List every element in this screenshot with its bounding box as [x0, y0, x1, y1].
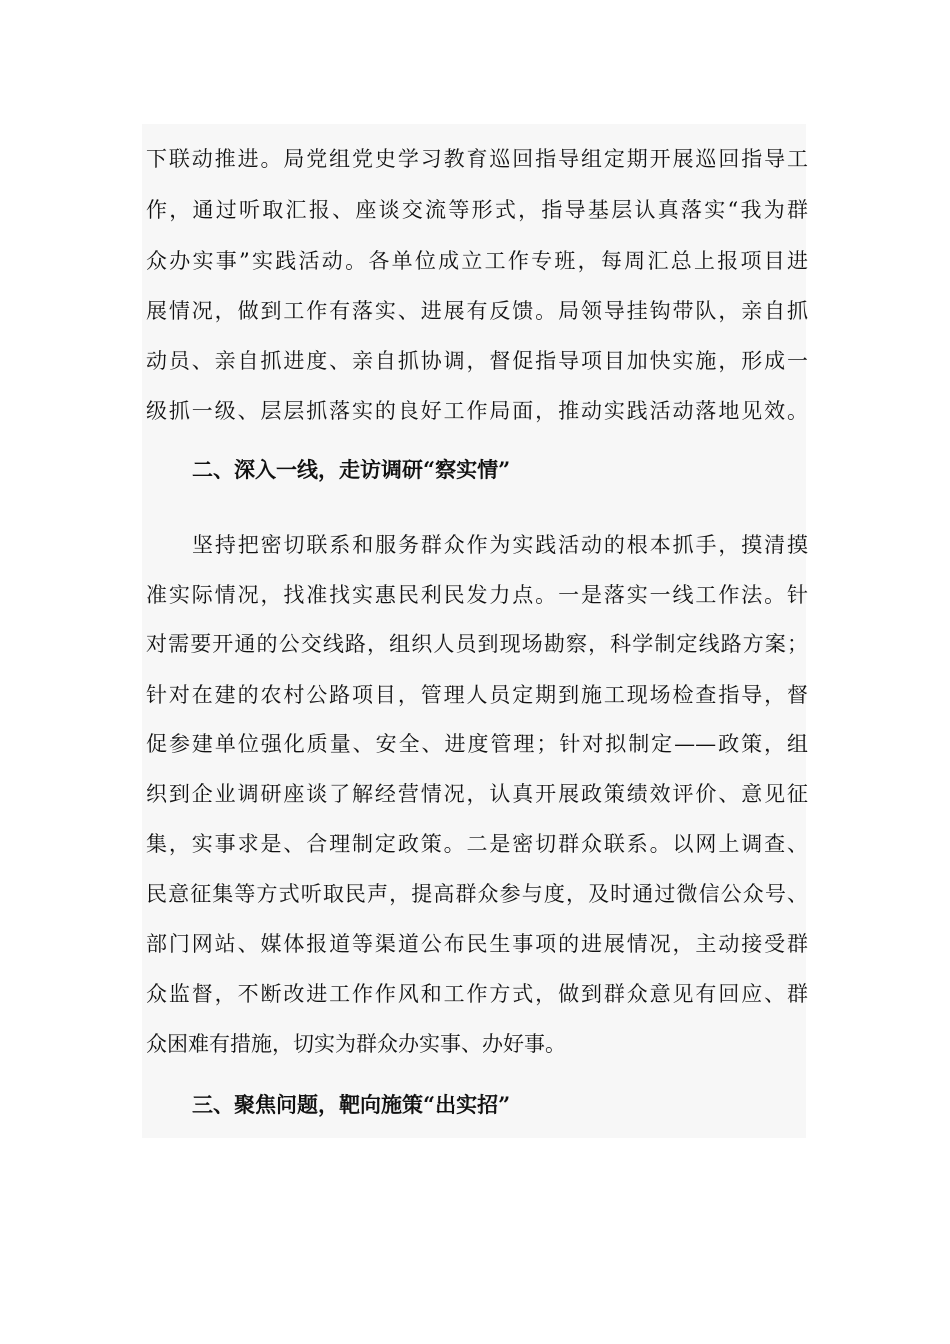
paragraph-2-line-9: 部门网站、媒体报道等渠道公布民生事项的进展情况，主动接受群	[146, 932, 808, 956]
paragraph-1-line-6: 级抓一级、层层抓落实的良好工作局面，推动实践活动落地见效。	[146, 399, 808, 423]
section-heading-3: 三、聚焦问题，靶向施策“出实招”	[192, 1092, 511, 1117]
paragraph-2-line-10: 众监督，不断改进工作作风和工作方式，做到群众意见有回应、群	[146, 982, 808, 1006]
paragraph-1-line-1: 下联动推进。局党组党史学习教育巡回指导组定期开展巡回指导工	[146, 147, 808, 171]
paragraph-2-line-7: 集，实事求是、合理制定政策。二是密切群众联系。以网上调查、	[146, 832, 808, 856]
section-heading-2: 二、深入一线，走访调研“察实情”	[192, 457, 511, 482]
paragraph-1-line-4: 展情况，做到工作有落实、进展有反馈。局领导挂钩带队，亲自抓	[146, 299, 808, 323]
paragraph-2-line-2: 准实际情况，找准找实惠民利民发力点。一是落实一线工作法。针	[146, 583, 808, 607]
paragraph-2-line-5: 促参建单位强化质量、安全、进度管理；针对拟制定——政策，组	[146, 732, 808, 756]
paragraph-2-line-3: 对需要开通的公交线路，组织人员到现场勘察，科学制定线路方案；	[146, 632, 808, 656]
paragraph-1-line-5: 动员、亲自抓进度、亲自抓协调，督促指导项目加快实施，形成一	[146, 349, 808, 373]
paragraph-1-line-2: 作，通过听取汇报、座谈交流等形式，指导基层认真落实“我为群	[146, 198, 808, 222]
paragraph-2-line-6: 织到企业调研座谈了解经营情况，认真开展政策绩效评价、意见征	[146, 782, 808, 806]
paragraph-2-line-1: 坚持把密切联系和服务群众作为实践活动的根本抓手，摸清摸	[192, 533, 808, 557]
paragraph-2-line-4: 针对在建的农村公路项目，管理人员定期到施工现场检查指导，督	[146, 683, 808, 707]
paragraph-2-line-8: 民意征集等方式听取民声，提高群众参与度，及时通过微信公众号、	[146, 882, 808, 906]
paragraph-1-line-3: 众办实事”实践活动。各单位成立工作专班，每周汇总上报项目进	[146, 249, 808, 273]
paragraph-2-line-11: 众困难有措施，切实为群众办实事、办好事。	[146, 1032, 566, 1056]
document-body	[142, 124, 806, 1138]
